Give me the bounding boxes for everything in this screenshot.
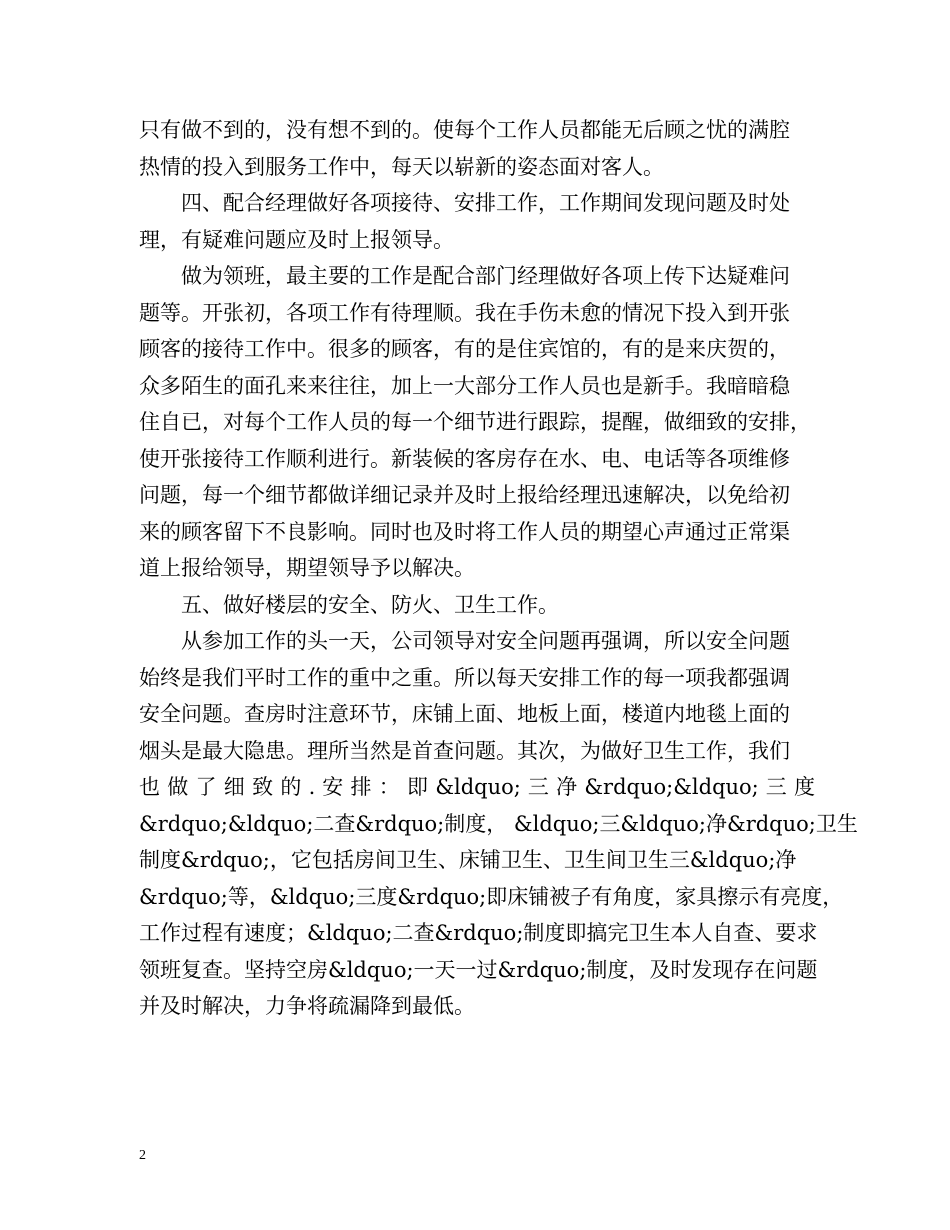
text-line: &rdquo;等，&ldquo;三度&rdquo;即床铺被子有角度，家具擦示有亮度，: [139, 884, 844, 909]
text-line: 来的顾客留下不良影响。同时也及时将工作人员的期望心声通过正常渠: [139, 519, 790, 544]
text-line: 烟头是最大隐患。理所当然是首查问题。其次，为做好卫生工作，我们: [139, 738, 790, 763]
text-line: 问题，每一个细节都做详细记录并及时上报给经理迅速解决，以免给初: [139, 483, 790, 507]
text-line: 使开张接待工作顺利进行。新装候的客房存在水、电、电话等各项维修: [139, 446, 790, 471]
text-line: 理，有疑难问题应及时上报领导。: [139, 227, 454, 252]
text-line: 做为领班，最主要的工作是配合部门经理做好各项上传下达疑难问: [181, 264, 790, 288]
text-line: &rdquo;&ldquo;二查&rdquo;制度， &ldquo;三&ldquo;净&rdquo;卫生: [139, 811, 858, 836]
text-line: 领班复查。坚持空房&ldquo;一天一过&rdquo;制度，及时发现存在问题: [139, 957, 818, 982]
text-line: 热情的投入到服务工作中，每天以崭新的姿态面对客人。: [139, 154, 664, 179]
text-line: 制度&rdquo;，它包括房间卫生、床铺卫生、卫生间卫生三&ldquo;净: [139, 848, 797, 872]
text-line: 只有做不到的，没有想不到的。使每个工作人员都能无后顾之忧的满腔: [139, 118, 790, 142]
document-body: [139, 112, 858, 1025]
text-line: 五、做好楼层的安全、防火、卫生工作。: [181, 592, 559, 617]
text-line: 安全问题。查房时注意环节，床铺上面、地板上面，楼道内地毯上面的: [139, 702, 790, 726]
text-line: 住自已，对每个工作人员的每一个细节进行跟踪，提醒，做细致的安排，: [139, 410, 811, 434]
text-line: 顾客的接待工作中。很多的顾客，有的是住宾馆的，有的是来庆贺的，: [139, 337, 790, 361]
text-line: 也 做 了 细 致 的 . 安 排 ： 即 &ldquo; 三 净 &rdquo;&ldquo; 三 度: [139, 775, 815, 799]
text-line: 工作过程有速度；&ldquo;二查&rdquo;制度即搞完卫生本人自查、要求: [139, 921, 818, 945]
text-line: 四、配合经理做好各项接待、安排工作，工作期间发现问题及时处: [181, 191, 790, 215]
text-line: 从参加工作的头一天，公司领导对安全问题再强调，所以安全问题: [181, 629, 790, 653]
page-number: 2: [139, 1148, 146, 1163]
text-line: 并及时解决，力争将疏漏降到最低。: [139, 994, 475, 1018]
text-line: 始终是我们平时工作的重中之重。所以每天安排工作的每一项我都强调: [139, 665, 790, 690]
text-line: 道上报给领导，期望领导予以解决。: [139, 556, 475, 580]
text-line: 众多陌生的面孔来来往往，加上一大部分工作人员也是新手。我暗暗稳: [139, 373, 790, 398]
text-line: 题等。开张初，各项工作有待理顺。我在手伤未愈的情况下投入到开张: [139, 300, 790, 325]
